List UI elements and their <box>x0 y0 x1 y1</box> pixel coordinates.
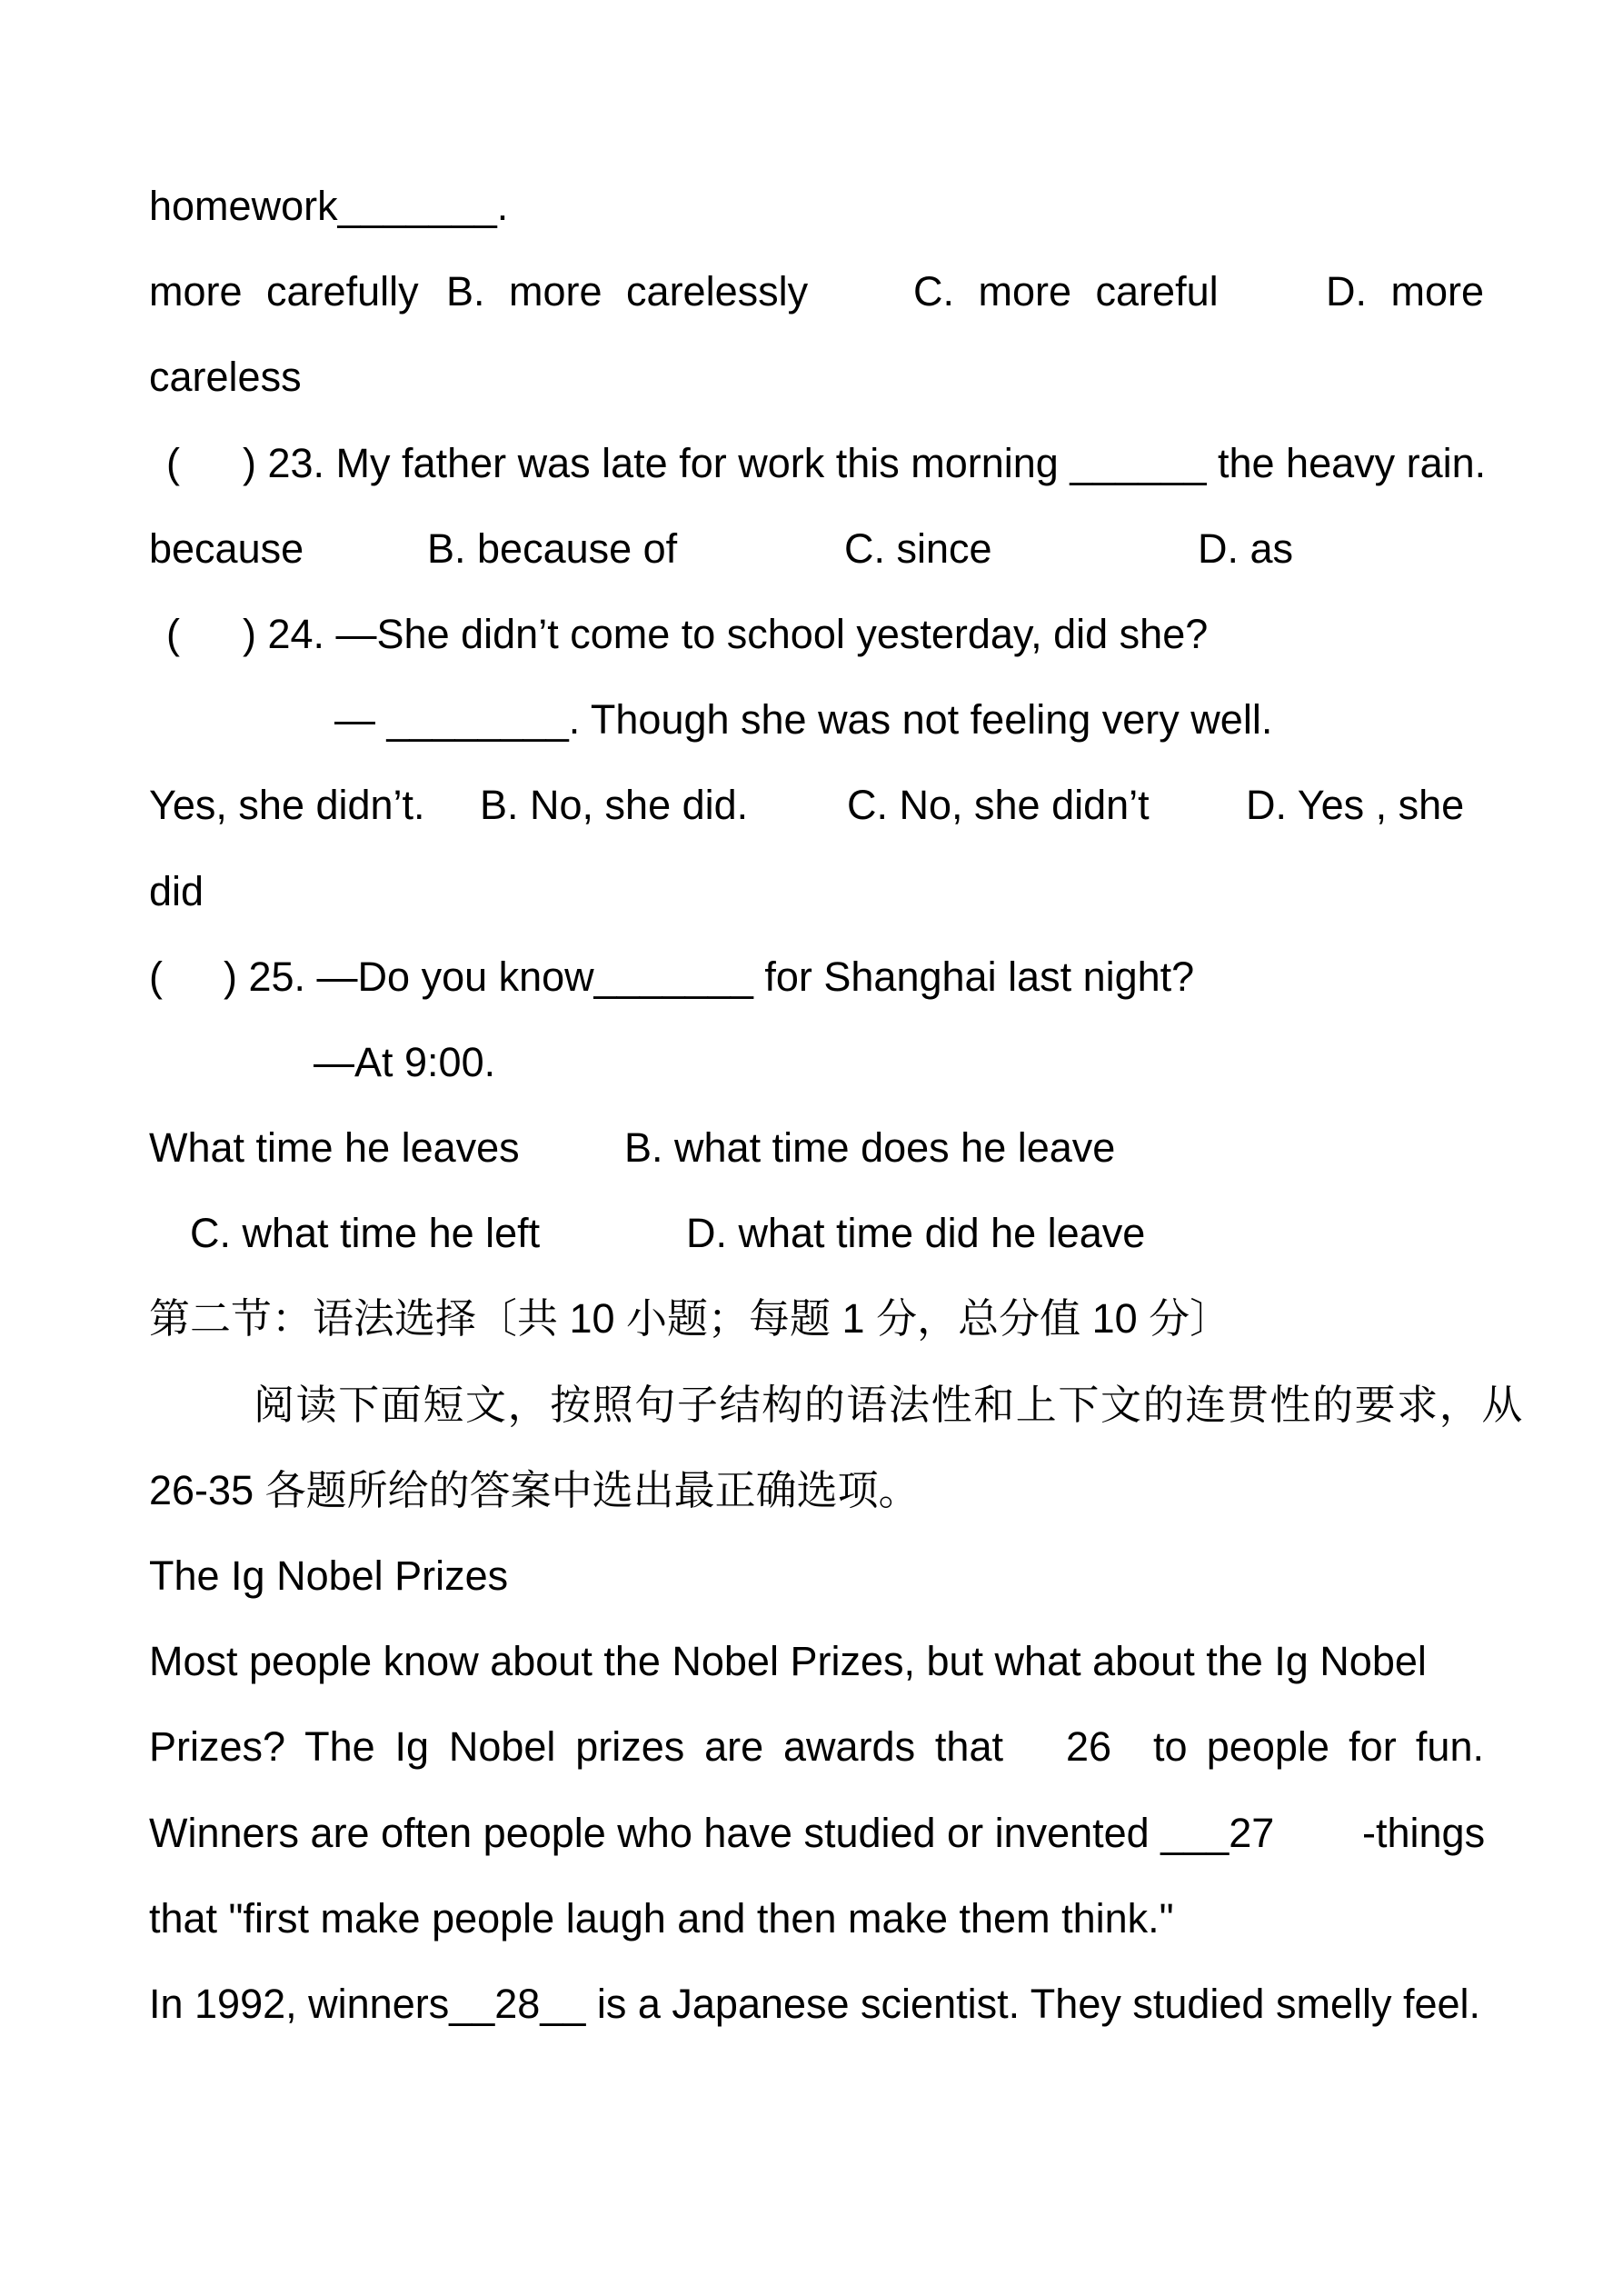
passage-line-3 <box>0 1791 1623 1876</box>
passage-line-2 <box>0 1704 1623 1790</box>
question-25-reply-line <box>0 1020 1623 1105</box>
question-24-reply: — ________. Though she was not feeling very well. <box>334 696 1273 744</box>
question-23-option-c: C. since <box>844 524 992 572</box>
question-24-options-line <box>0 763 1623 848</box>
passage-text-2-after-blank: to people for fun. <box>1153 1723 1484 1771</box>
question-23-option-d: D. as <box>1198 524 1294 572</box>
question-22-options-line <box>0 249 1623 334</box>
passage-text-5: In 1992, winners__28__ is a Japanese scientist. They studied smelly feel. <box>149 1980 1481 2027</box>
question-24-option-b: B. No, she did. <box>480 782 749 829</box>
question-25-options-line-1 <box>0 1105 1623 1191</box>
question-25-stem-line <box>0 934 1623 1020</box>
question-24-answer-bracket: ( <box>166 610 180 657</box>
question-22-option-d-wrap-line <box>0 334 1623 420</box>
question-25-option-c: C. what time he left <box>190 1210 541 1257</box>
question-23-options-line <box>0 506 1623 592</box>
question-24-option-c: C. No, she didn’t <box>847 782 1150 829</box>
question-24-stem-line <box>0 592 1623 677</box>
question-23-answer-bracket: ( <box>166 439 180 486</box>
blank-26: 26 <box>1066 1723 1112 1771</box>
passage-text-2-before-blank: Prizes? The Ig Nobel prizes are awards that <box>149 1723 1003 1771</box>
section-2-heading: 第二节：语法选择〔共 10 小题；每题 1 分，总分值 10 分〕 <box>149 1295 1231 1343</box>
question-24-stem: ) 24. —She didn’t come to school yesterday, did she? <box>243 610 1209 657</box>
passage-line-1 <box>0 1619 1623 1704</box>
question-24-option-d-wrap-line <box>0 849 1623 934</box>
question-22-stem-line <box>0 164 1623 249</box>
question-24-option-a: Yes, she didn’t. <box>149 782 425 829</box>
question-23-option-a: because <box>149 524 304 572</box>
section-2-instructions-2: 26-35 各题所给的答案中选出最正确选项。 <box>149 1466 920 1513</box>
section-2-heading-line <box>0 1276 1623 1362</box>
question-22-option-a: more carefully <box>149 268 419 315</box>
question-25-option-a: What time he leaves <box>149 1124 520 1172</box>
question-25-answer-bracket: ( <box>149 953 163 1000</box>
question-22-option-c: C. more careful <box>913 268 1219 315</box>
passage-text-3-end: -things <box>1362 1809 1486 1856</box>
question-23-stem-line <box>0 421 1623 506</box>
section-2-instructions-1: 阅读下面短文，按照句子结构的语法性和上下文的连贯性的要求，从 <box>254 1381 1525 1428</box>
passage-line-5 <box>0 1962 1623 2047</box>
passage-line-4 <box>0 1876 1623 1962</box>
passage-text-3: Winners are often people who have studied or invented ___27 <box>149 1809 1275 1856</box>
question-25-option-d: D. what time did he leave <box>686 1210 1146 1257</box>
question-24-option-d: D. Yes , she <box>1246 782 1465 829</box>
passage-title-line <box>0 1533 1623 1619</box>
question-22-option-d-wrap: careless <box>149 354 302 401</box>
page-text <box>0 164 1623 2047</box>
passage-text-4: that "first make people laugh and then make them think." <box>149 1894 1174 1942</box>
question-22-option-b: B. more carelessly <box>446 268 809 315</box>
question-22-option-d: D. more <box>1326 268 1485 315</box>
question-25-option-b: B. what time does he leave <box>624 1124 1116 1172</box>
question-24-option-d-wrap: did <box>149 867 204 914</box>
question-25-reply: —At 9:00. <box>314 1038 496 1085</box>
passage-title: The Ig Nobel Prizes <box>149 1552 509 1599</box>
question-23-option-b: B. because of <box>427 524 678 572</box>
section-2-instructions-line-1 <box>0 1363 1623 1448</box>
passage-text-1: Most people know about the Nobel Prizes, but what about the Ig Nobel <box>149 1638 1427 1685</box>
question-24-reply-line <box>0 677 1623 763</box>
question-25-stem: ) 25. —Do you know_______ for Shanghai last night? <box>224 953 1195 1000</box>
question-25-options-line-2 <box>0 1191 1623 1276</box>
section-2-instructions-line-2 <box>0 1448 1623 1533</box>
question-22-stem-end: homework_______. <box>149 183 509 229</box>
question-23-stem: ) 23. My father was late for work this morning ______ the heavy rain. <box>243 439 1487 486</box>
